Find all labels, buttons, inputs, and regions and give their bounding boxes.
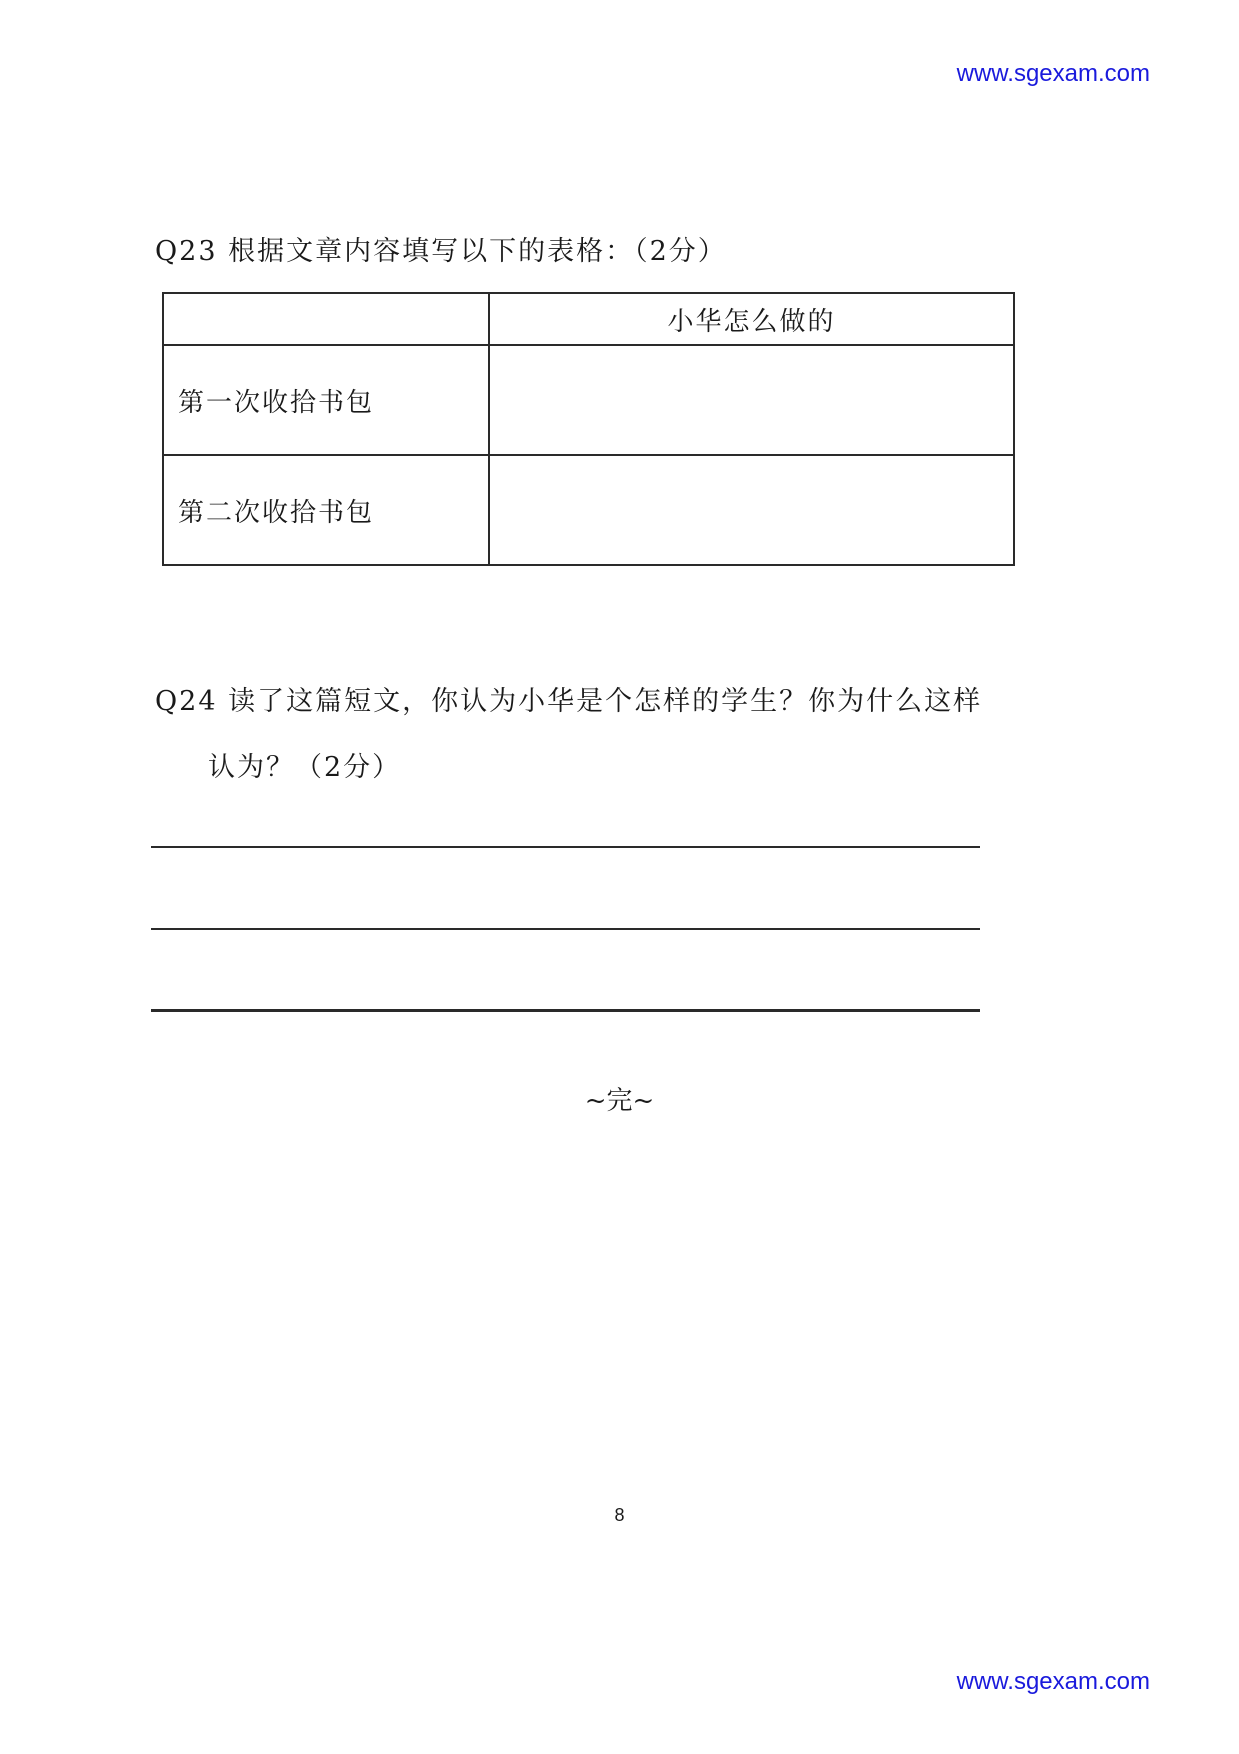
row-label-second: 第二次收拾书包 [163,455,489,565]
row-label-first: 第一次收拾书包 [163,345,489,455]
table-row [163,345,1014,455]
question-24-prompt-line2: 认为？（2分） [208,752,402,783]
question-24-prompt-line1: Q24 读了这篇短文，你认为小华是个怎样的学生？你为什么这样 [155,686,983,717]
watermark-bottom: www.sgexam.com [956,1668,1150,1695]
table-row [163,455,1014,565]
answer-cell-second[interactable] [489,455,1014,565]
answer-cell-first[interactable] [489,345,1014,455]
end-mark: ~完~ [584,1086,655,1116]
table-header-empty [163,293,489,345]
answer-line-2[interactable] [151,928,980,930]
watermark-top: www.sgexam.com [956,60,1150,87]
answer-line-1[interactable] [151,846,980,848]
question-23-prompt: Q23 根据文章内容填写以下的表格：（2分） [155,236,727,267]
table-header-how: 小华怎么做的 [489,293,1014,345]
table-header-row [163,293,1014,345]
q23-answer-table [162,292,1015,566]
page-number: 8 [614,1505,625,1525]
answer-line-3[interactable] [151,1009,980,1012]
